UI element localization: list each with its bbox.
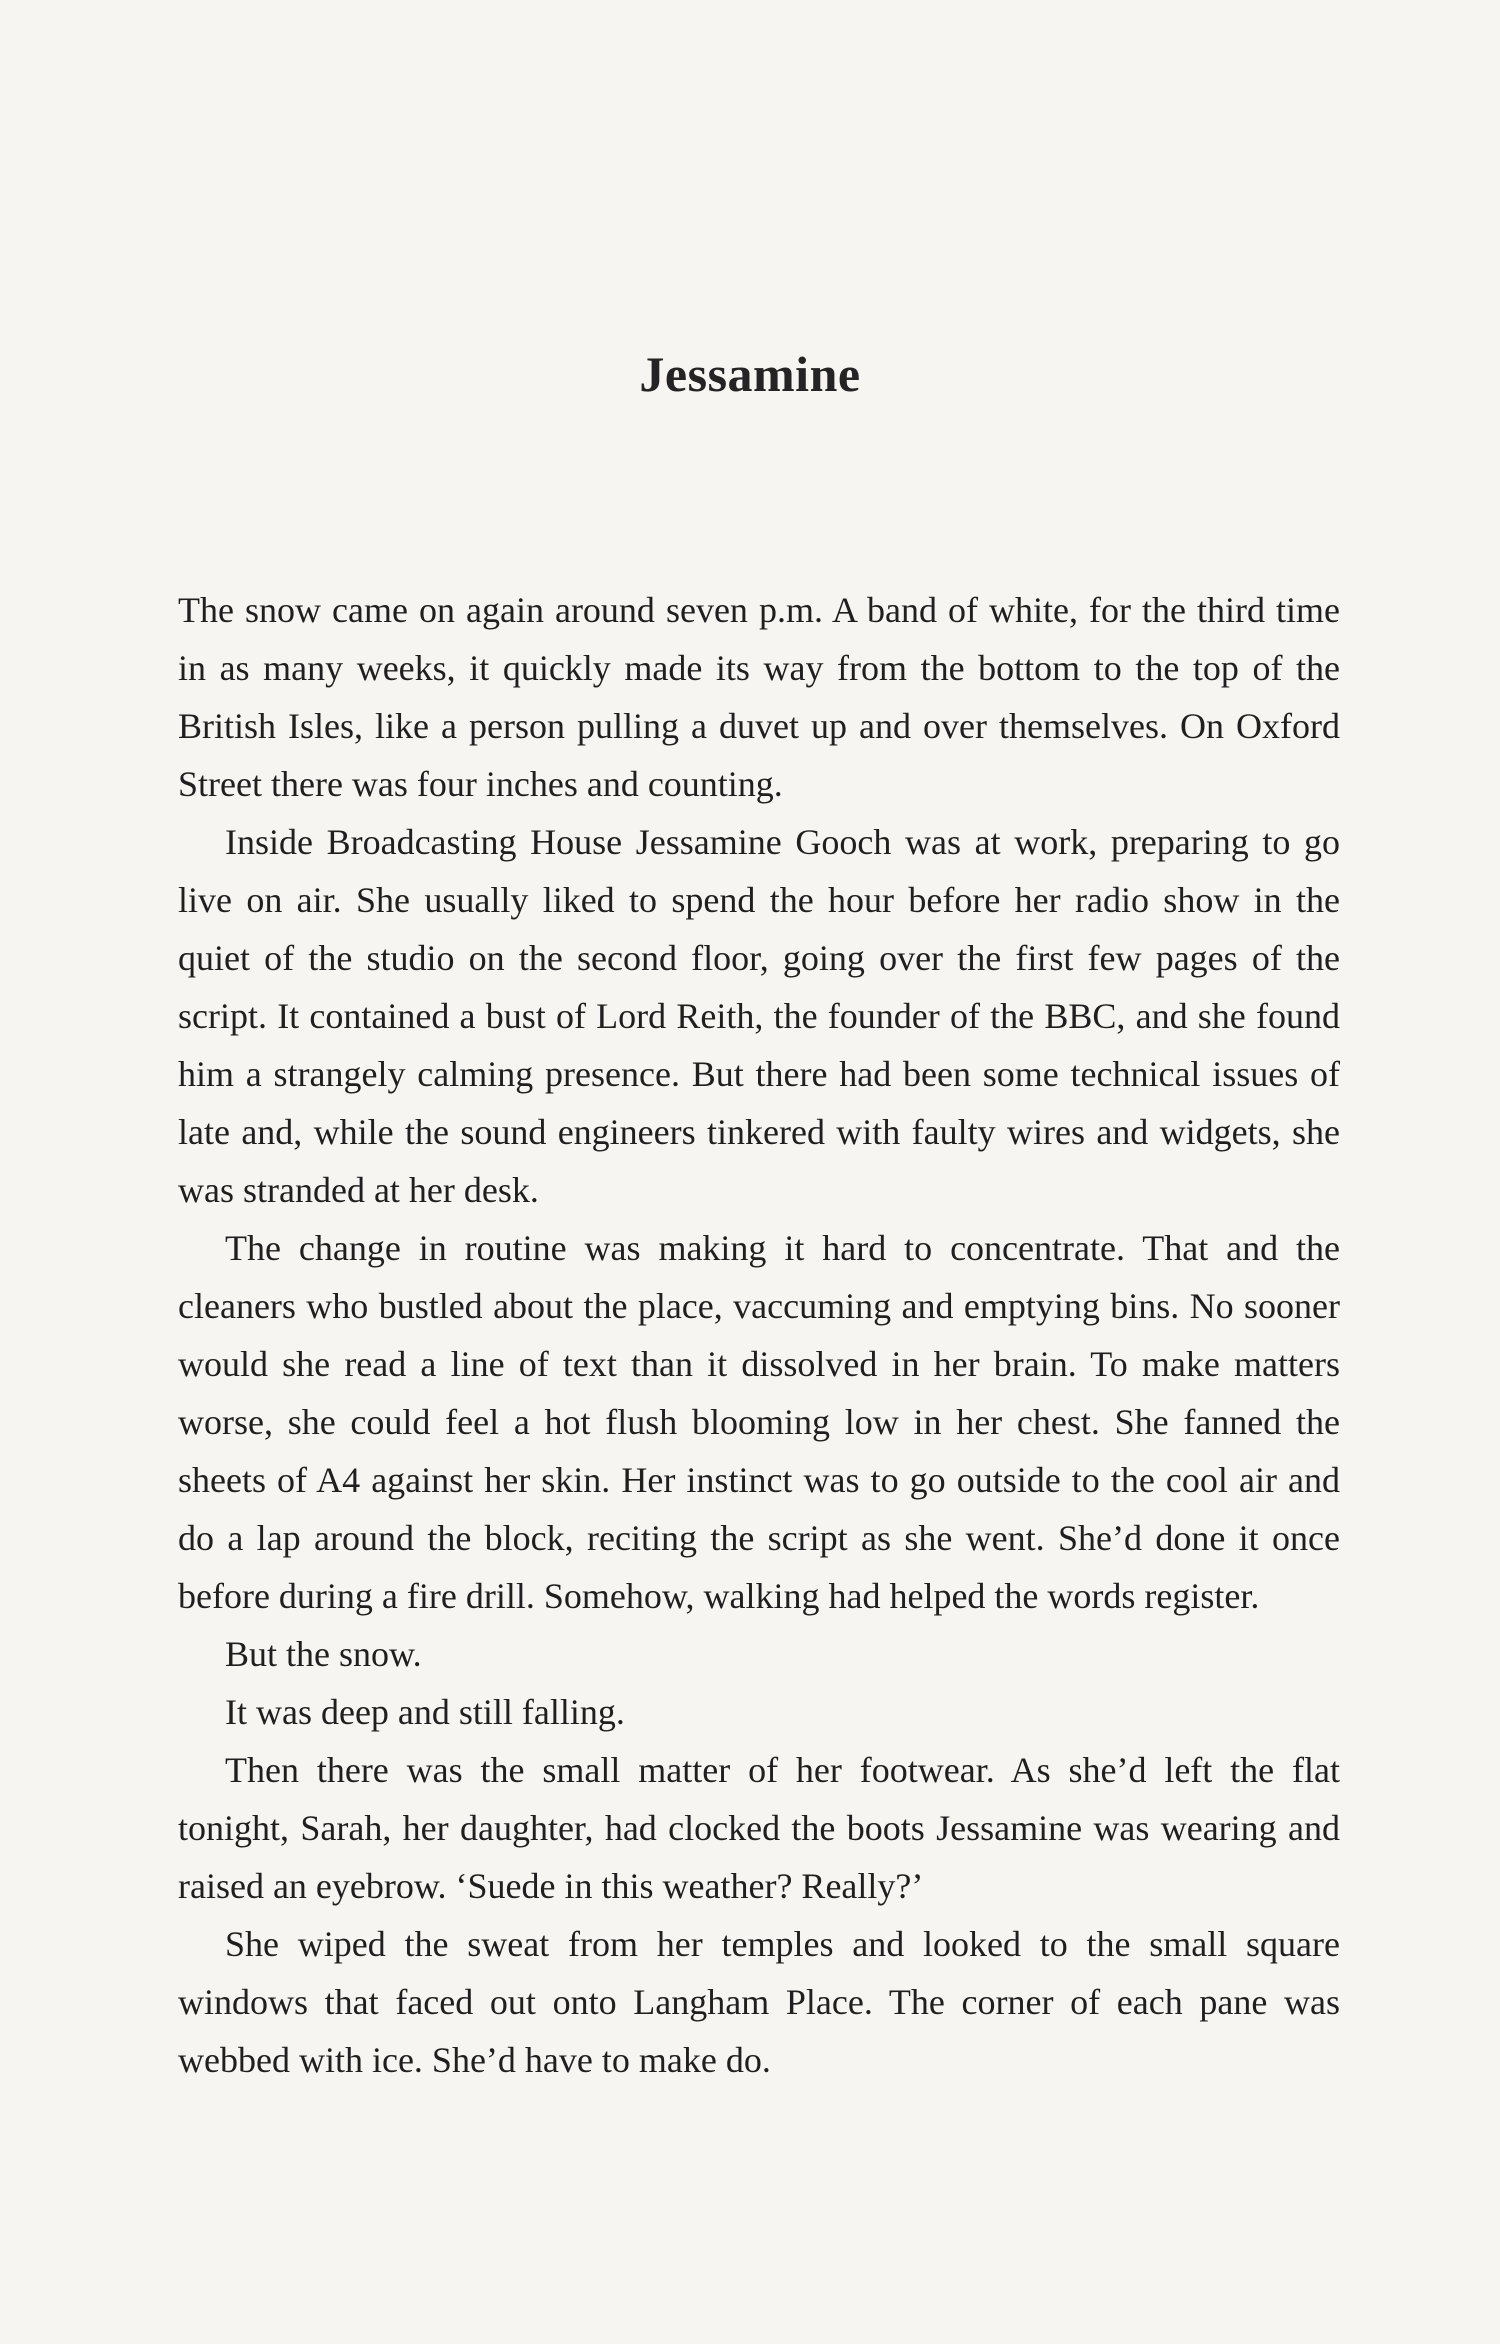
paragraph: It was deep and still falling. xyxy=(225,1692,625,1732)
paragraph: Inside Broadcasting House Jessamine Gooch was at work, preparing to go live on air. She usually liked to spend the hour before her radio show in the quiet of the studio on the second floor, going over the first few pages of the script. It contained a bust of Lord Reith, the founder of the BBC, and she found him a strangely calming presence. But there had been some technical issues of late and, while the sound engineers tinkered with faulty wires and widgets, she was stranded at her desk. xyxy=(178,822,1340,1210)
paragraph: Then there was the small matter of her footwear. As she’d left the flat tonight, Sarah, her daughter, had clocked the boots Jessamine was wearing and raised an eyebrow. ‘Suede in this weather? Really?’ xyxy=(178,1750,1340,1906)
paragraph: She wiped the sweat from her temples and looked to the small square windows that faced out onto Langham Place. The corner of each pane was webbed with ice. She’d have to make do. xyxy=(178,1924,1340,2080)
paragraph: The change in routine was making it hard to concentrate. That and the cleaners who bustled about the place, vaccuming and emptying bins. No sooner would she read a line of text than it dissolved in her brain. To make matters worse, she could feel a hot flush blooming low in her chest. She fanned the sheets of A4 against her skin. Her instinct was to go outside to the cool air and do a lap around the block, reciting the script as she went. She’d done it once before during a fire drill. Somehow, walking had helped the words register. xyxy=(178,1228,1340,1616)
chapter-title: Jessamine xyxy=(639,346,861,402)
chapter-body xyxy=(178,581,1340,2089)
paragraph: But the snow. xyxy=(225,1634,422,1674)
paragraph: The snow came on again around seven p.m. A band of white, for the third time in as many weeks, it quickly made its way from the bottom to the top of the British Isles, like a person pulling a duvet up and over themselves. On Oxford Street there was four inches and counting. xyxy=(178,590,1340,804)
